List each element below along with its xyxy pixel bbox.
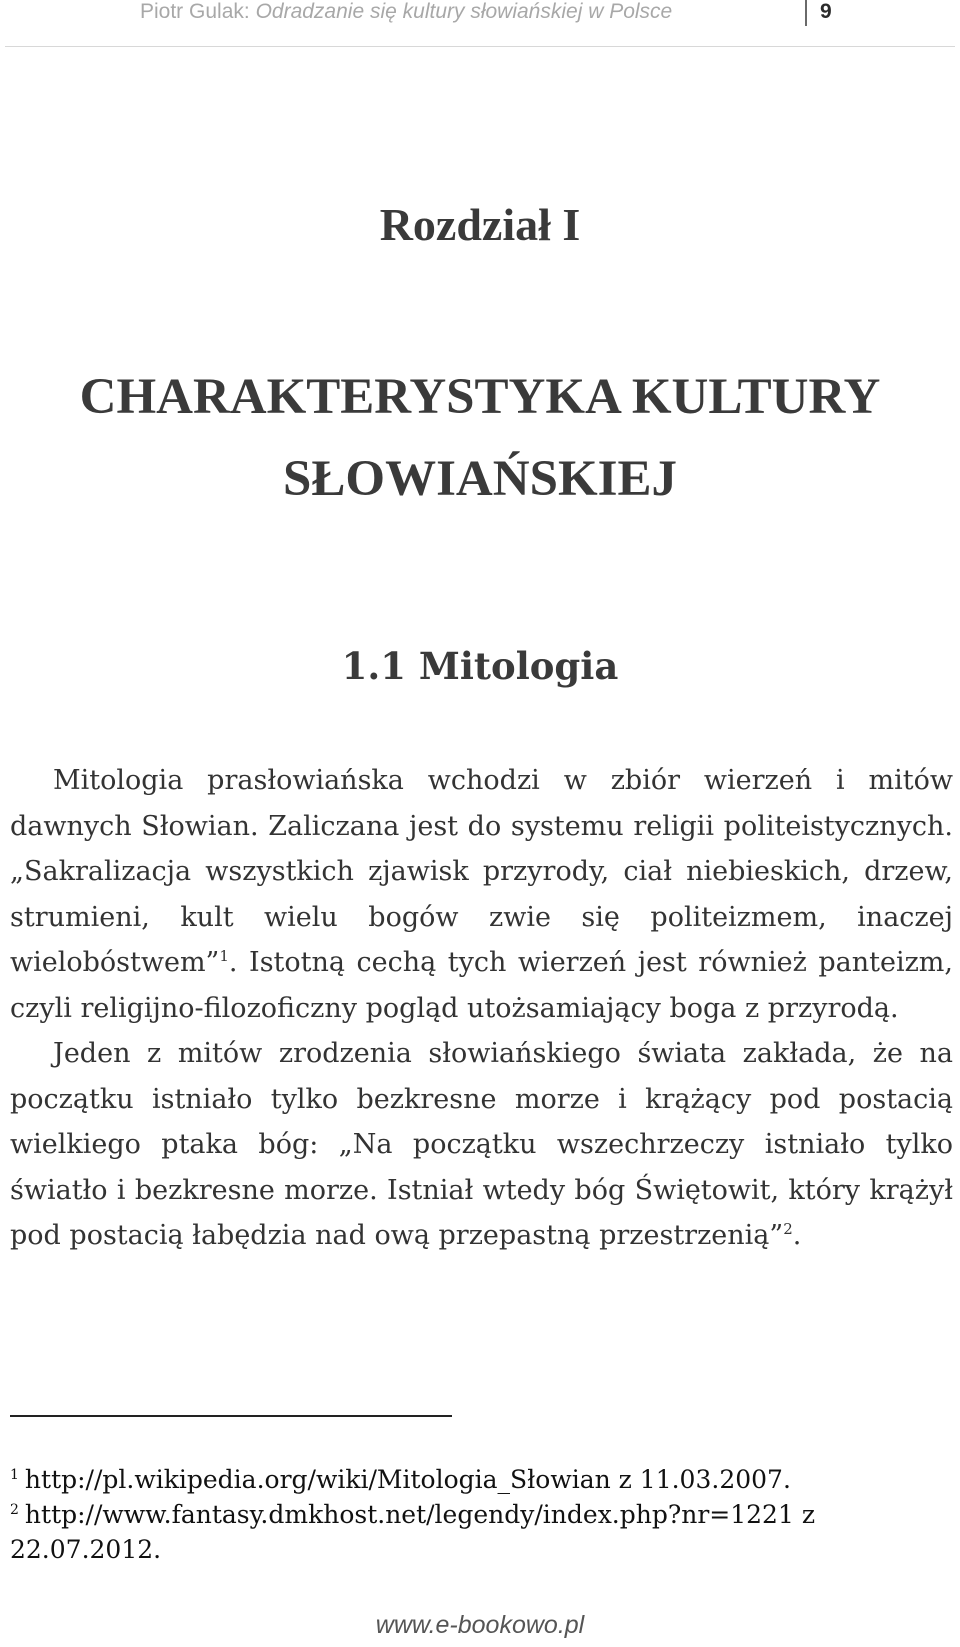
page-number: 9 [820, 0, 832, 23]
site-footer: www.e-bookowo.pl [375, 1611, 585, 1639]
footnote-text: http://pl.wikipedia.org/wiki/Mitologia_Słowian z 11.03.2007. [24, 1465, 791, 1494]
header-divider [805, 0, 807, 26]
paragraph [10, 758, 953, 1031]
footnote [10, 1462, 950, 1497]
header-book-title: Odradzanie się kultury słowiańskiej w Polsce [255, 0, 673, 23]
running-header [0, 0, 960, 50]
header-author: Piotr Gulak: [140, 0, 250, 23]
footnote-marker: 2 [10, 1501, 19, 1518]
paragraph-text: Jeden z mitów zrodzenia słowiańskiego świata zakłada, że na początku istniało tylko bezkresne morze i krążący pod postacią wielkiego ptaka bóg: „Na początku wszechrzeczy istniało tylko światło i bezkresne morze. Istniał wtedy bóg Świętowit, który krążył pod postacią łabędzia nad ową przepastną przestrzenią” [10, 1038, 953, 1251]
paragraph-text: . Istotną cechą tych wierzeń jest również panteizm, czyli religijno-filozoficzny pogląd utożsamiający boga z przyrodą. [10, 947, 953, 1024]
footnote-separator [10, 1415, 452, 1417]
footnote-ref: 1 [219, 947, 229, 965]
footnotes [10, 1462, 950, 1567]
paragraph-text: Mitologia prasłowiańska wchodzi w zbiór wierzeń i mitów dawnych Słowian. Zaliczana jest do systemu religii politeistycznych. „Sakralizacja wszystkich zjawisk przyrody, ciał niebieskich, drzew, strumieni, kult wielu bogów zwie się politeizmem, inaczej wielobóstwem” [10, 765, 953, 978]
paragraph-text: . [792, 1220, 802, 1251]
header-rule [5, 46, 955, 47]
chapter-title: CHARAKTERYSTYKA KULTURY SŁOWIAŃSKIEJ [79, 369, 881, 507]
footnote [10, 1497, 950, 1567]
footnote-marker: 1 [10, 1466, 19, 1483]
running-title [140, 0, 672, 24]
body-text [10, 758, 953, 1259]
footnote-ref: 2 [783, 1220, 793, 1238]
paragraph [10, 1031, 953, 1259]
chapter-label: Rozdział I [379, 199, 581, 250]
footnote-text: http://www.fantasy.dmkhost.net/legendy/index.php?nr=1221 z 22.07.2012. [10, 1500, 815, 1564]
section-heading: 1.1 Mitologia [341, 644, 619, 688]
